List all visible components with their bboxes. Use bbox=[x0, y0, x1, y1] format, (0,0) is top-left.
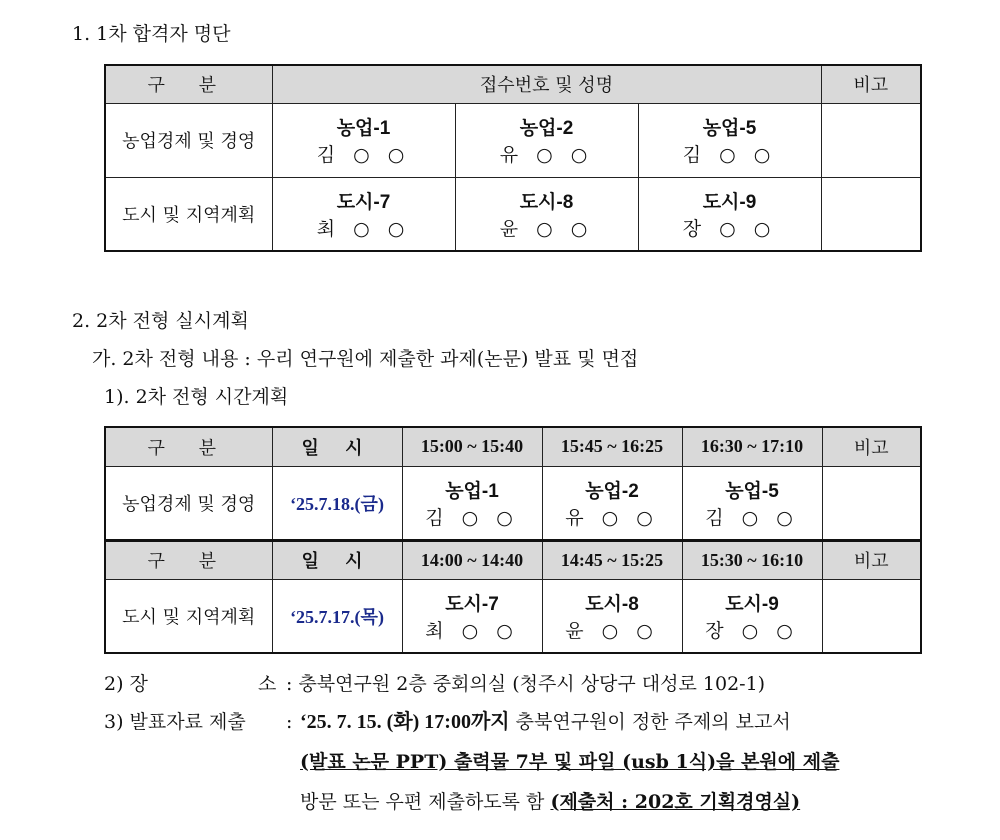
section2-sub-a: 가. 2차 전형 내용 : 우리 연구원에 제출한 과제(논문) 발표 및 면접 bbox=[92, 348, 639, 370]
row-category: 도시 및 지역계획 bbox=[105, 177, 272, 251]
note-cell bbox=[822, 466, 921, 540]
entry-name: 김 ○ ○ bbox=[316, 144, 411, 166]
entry-code: 농업-1 bbox=[445, 480, 499, 502]
entry-cell bbox=[272, 177, 455, 251]
header-slot: 15:30 ~ 16:10 bbox=[682, 540, 822, 579]
passers-table bbox=[104, 64, 922, 252]
submission-deadline: ‘25. 7. 15. (화) 17:00까지 bbox=[300, 711, 510, 733]
schedule-table bbox=[104, 426, 922, 654]
header-category: 구 분 bbox=[105, 540, 272, 579]
entry-cell bbox=[272, 103, 455, 177]
place-label-end: 소 bbox=[258, 673, 277, 695]
entry-cell bbox=[542, 579, 682, 653]
row-category: 농업경제 및 경영 bbox=[105, 103, 272, 177]
note-cell bbox=[821, 177, 921, 251]
note-cell bbox=[822, 579, 921, 653]
submission-rest: 충북연구원이 정한 주제의 보고서 bbox=[509, 711, 791, 733]
entry-name: 유 ○ ○ bbox=[499, 144, 594, 166]
place-label: 2) 장 bbox=[104, 673, 148, 695]
schedule-header-row bbox=[105, 427, 921, 466]
entry-name: 윤 ○ ○ bbox=[499, 217, 594, 240]
header-date: 일 시 bbox=[272, 427, 402, 466]
submission-colon: : bbox=[286, 711, 293, 733]
submission-line3 bbox=[300, 790, 800, 814]
header-slot: 16:30 ~ 17:10 bbox=[682, 427, 822, 466]
submission-line2 bbox=[300, 750, 839, 774]
entry-code: 농업-1 bbox=[336, 118, 391, 139]
entry-code: 도시-7 bbox=[336, 191, 391, 213]
submission-label: 3) 발표자료 제출 bbox=[104, 711, 246, 733]
entry-cell bbox=[638, 103, 821, 177]
entry-name: 장 ○ ○ bbox=[705, 619, 799, 642]
table-row bbox=[105, 579, 921, 653]
entry-name: 김 ○ ○ bbox=[705, 506, 799, 529]
section2-sub-1: 1). 2차 전형 시간계획 bbox=[104, 386, 289, 408]
passers-header-row bbox=[105, 65, 921, 103]
entry-code: 농업-2 bbox=[585, 480, 639, 502]
entry-name: 최 ○ ○ bbox=[316, 217, 411, 240]
entry-name: 김 ○ ○ bbox=[682, 144, 777, 166]
entry-code: 도시-9 bbox=[702, 191, 757, 213]
entry-name: 최 ○ ○ bbox=[425, 619, 519, 642]
header-note: 비고 bbox=[822, 427, 921, 466]
header-note: 비고 bbox=[821, 65, 921, 103]
entry-cell bbox=[402, 579, 542, 653]
entry-code: 도시-8 bbox=[585, 593, 639, 615]
section2-title: 2. 2차 전형 실시계획 bbox=[72, 310, 249, 332]
header-slot: 14:45 ~ 15:25 bbox=[542, 540, 682, 579]
entry-code: 도시-7 bbox=[445, 593, 499, 615]
header-note: 비고 bbox=[822, 540, 921, 579]
entry-cell bbox=[455, 177, 638, 251]
row-category: 도시 및 지역계획 bbox=[105, 579, 272, 653]
header-category: 구 분 bbox=[105, 427, 272, 466]
header-entries: 접수번호 및 성명 bbox=[272, 65, 821, 103]
submission-line2-text: (발표 논문 PPT) 출력물 7부 및 파일 (usb 1식)을 본원에 제출 bbox=[300, 751, 840, 773]
note-cell bbox=[821, 103, 921, 177]
header-slot: 14:00 ~ 14:40 bbox=[402, 540, 542, 579]
header-slot: 15:45 ~ 16:25 bbox=[542, 427, 682, 466]
entry-cell bbox=[402, 466, 542, 540]
header-date: 일 시 bbox=[272, 540, 402, 579]
entry-cell bbox=[682, 466, 822, 540]
entry-name: 윤 ○ ○ bbox=[565, 619, 659, 642]
entry-code: 도시-9 bbox=[725, 593, 779, 615]
entry-code: 농업-5 bbox=[725, 480, 779, 502]
entry-cell bbox=[638, 177, 821, 251]
row-date: ‘25.7.18.(금) bbox=[272, 466, 402, 540]
entry-name: 유 ○ ○ bbox=[565, 506, 659, 529]
submission-line1 bbox=[300, 710, 791, 734]
entry-cell bbox=[455, 103, 638, 177]
entry-name: 김 ○ ○ bbox=[425, 506, 519, 529]
entry-code: 도시-8 bbox=[519, 191, 574, 213]
place-value: : 충북연구원 2층 중회의실 (청주시 상당구 대성로 102-1) bbox=[286, 673, 766, 695]
row-category: 농업경제 및 경영 bbox=[105, 466, 272, 540]
entry-name: 장 ○ ○ bbox=[682, 217, 777, 240]
submission-line3-bold: (제출처 : 202호 기획경영실) bbox=[550, 791, 801, 813]
entry-cell bbox=[682, 579, 822, 653]
section1-title: 1. 1차 합격자 명단 bbox=[72, 23, 231, 45]
submission-line3-plain: 방문 또는 우편 제출하도록 함 bbox=[300, 791, 551, 813]
table-row bbox=[105, 177, 921, 251]
header-category: 구 분 bbox=[105, 65, 272, 103]
row-date: ‘25.7.17.(목) bbox=[272, 579, 402, 653]
header-slot: 15:00 ~ 15:40 bbox=[402, 427, 542, 466]
entry-code: 농업-2 bbox=[519, 118, 574, 139]
entry-cell bbox=[542, 466, 682, 540]
entry-code: 농업-5 bbox=[702, 118, 757, 139]
table-row bbox=[105, 466, 921, 540]
schedule-header-row bbox=[105, 540, 921, 579]
table-row bbox=[105, 103, 921, 177]
